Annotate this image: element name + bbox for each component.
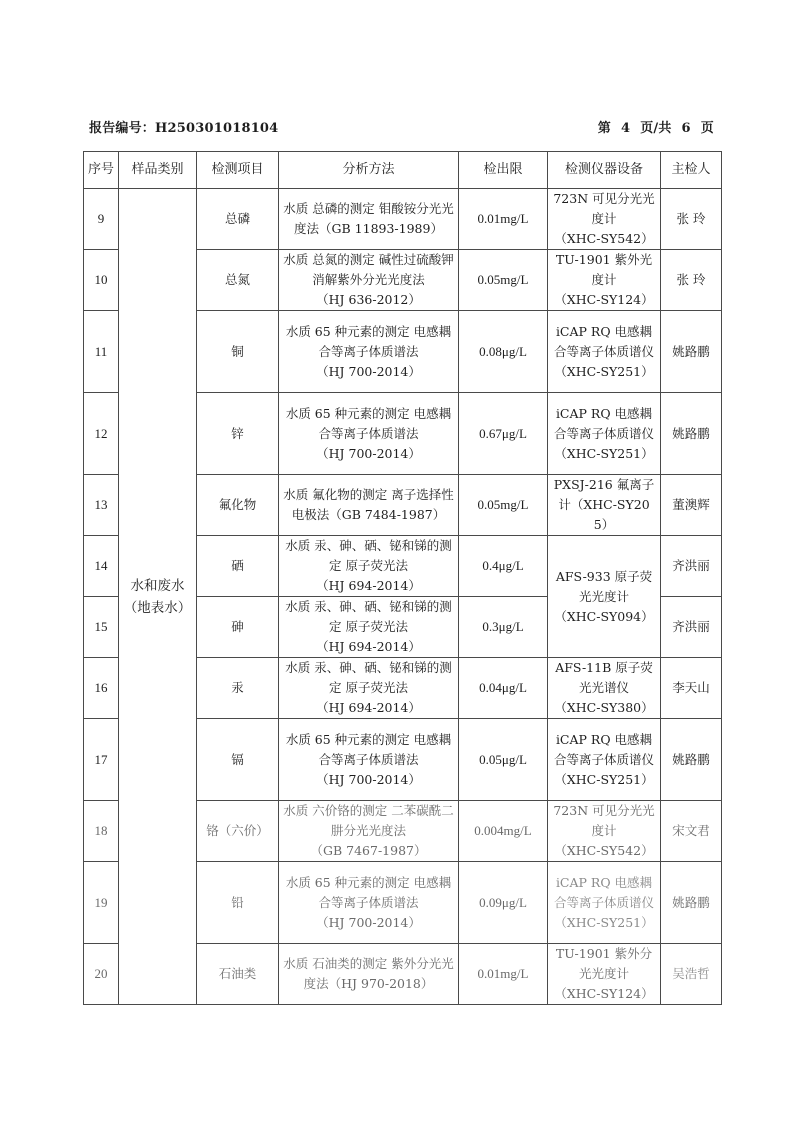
row-no: 9 [84,189,119,250]
row-item: 铬（六价） [197,801,279,862]
row-instrument: TU-1901 紫外分光光度计 （XHC-SY124） [548,944,661,1005]
sample-category: 水和废水 （地表水） [123,577,192,616]
sample-category-cell [119,189,197,1005]
row-instrument: AFS-11B 原子荧光光谱仪 （XHC-SY380） [548,658,661,719]
table-header-row [84,152,722,189]
row-instrument: 723N 可见分光光度计 （XHC-SY542） [548,801,661,862]
test-items-table [83,151,722,1005]
row-no: 16 [84,658,119,719]
row-method: 水质 65 种元素的测定 电感耦合等离子体质谱法 （HJ 700-2014） [279,719,459,801]
row-instrument: iCAP RQ 电感耦合等离子体质谱仪 （XHC-SY251） [548,719,661,801]
row-inspector: 董澳辉 [661,475,722,536]
row-item: 总氮 [197,250,279,311]
col-header-category: 样品类别 [119,152,197,189]
row-item: 氟化物 [197,475,279,536]
row-limit: 0.004mg/L [459,801,548,862]
row-method: 水质 汞、砷、硒、铋和锑的测定 原子荧光法 （HJ 694-2014） [279,658,459,719]
row-item: 锌 [197,393,279,475]
row-inspector: 李天山 [661,658,722,719]
row-inspector: 张 玲 [661,250,722,311]
row-method: 水质 65 种元素的测定 电感耦合等离子体质谱法 （HJ 700-2014） [279,393,459,475]
col-header-item: 检测项目 [197,152,279,189]
row-method: 水质 汞、砷、硒、铋和锑的测定 原子荧光法 （HJ 694-2014） [279,597,459,658]
page-mid: 页/共 [640,121,672,136]
row-instrument: iCAP RQ 电感耦合等离子体质谱仪 （XHC-SY251） [548,393,661,475]
shared-instrument-cell: AFS-933 原子荧光光度计 （XHC-SY094） [548,536,661,658]
page-current: 4 [620,121,631,136]
row-method: 水质 65 种元素的测定 电感耦合等离子体质谱法 （HJ 700-2014） [279,862,459,944]
row-no: 19 [84,862,119,944]
row-inspector: 姚路鹏 [661,393,722,475]
row-limit: 0.05mg/L [459,475,548,536]
col-header-instrument: 检测仪器设备 [548,152,661,189]
row-instrument: iCAP RQ 电感耦合等离子体质谱仪 （XHC-SY251） [548,311,661,393]
row-method: 水质 总氮的测定 碱性过硫酸钾消解紫外分光光度法 （HJ 636-2012） [279,250,459,311]
row-method: 水质 65 种元素的测定 电感耦合等离子体质谱法 （HJ 700-2014） [279,311,459,393]
row-no: 14 [84,536,119,597]
row-item: 铜 [197,311,279,393]
row-no: 18 [84,801,119,862]
row-limit: 0.4μg/L [459,536,548,597]
row-inspector: 齐洪丽 [661,536,722,597]
row-method: 水质 氟化物的测定 离子选择性电极法（GB 7484-1987） [279,475,459,536]
row-inspector: 宋文君 [661,801,722,862]
row-limit: 0.01mg/L [459,944,548,1005]
page-total: 6 [681,121,691,136]
row-limit: 0.3μg/L [459,597,548,658]
report-number: 报告编号：H250301018104 [89,121,279,136]
row-limit: 0.01mg/L [459,189,548,250]
row-inspector: 齐洪丽 [661,597,722,658]
page-indicator [598,117,714,136]
row-item: 总磷 [197,189,279,250]
row-no: 11 [84,311,119,393]
row-no: 13 [84,475,119,536]
row-item: 砷 [197,597,279,658]
table-row [84,189,722,250]
row-method: 水质 汞、砷、硒、铋和锑的测定 原子荧光法 （HJ 694-2014） [279,536,459,597]
row-method: 水质 六价铬的测定 二苯碳酰二肼分光光度法 （GB 7467-1987） [279,801,459,862]
row-method: 水质 石油类的测定 紫外分光光度法（HJ 970-2018） [279,944,459,1005]
row-instrument: PXSJ-216 氟离子计（XHC-SY205） [548,475,661,536]
row-no: 12 [84,393,119,475]
col-header-limit: 检出限 [459,152,548,189]
col-header-method: 分析方法 [279,152,459,189]
row-limit: 0.04μg/L [459,658,548,719]
page-prefix: 第 [597,121,611,136]
row-limit: 0.05mg/L [459,250,548,311]
row-inspector: 姚路鹏 [661,311,722,393]
row-limit: 0.09μg/L [459,862,548,944]
row-no: 15 [84,597,119,658]
row-inspector: 吴浩哲 [661,944,722,1005]
row-instrument: iCAP RQ 电感耦合等离子体质谱仪 （XHC-SY251） [548,862,661,944]
row-no: 10 [84,250,119,311]
row-no: 20 [84,944,119,1005]
row-item: 汞 [197,658,279,719]
row-item: 硒 [197,536,279,597]
row-no: 17 [84,719,119,801]
row-limit: 0.08μg/L [459,311,548,393]
col-header-inspector: 主检人 [661,152,722,189]
row-instrument: TU-1901 紫外光度计 （XHC-SY124） [548,250,661,311]
row-inspector: 姚路鹏 [661,862,722,944]
row-limit: 0.05μg/L [459,719,548,801]
page-suffix: 页 [700,121,714,136]
row-inspector: 张 玲 [661,189,722,250]
row-item: 镉 [197,719,279,801]
row-method: 水质 总磷的测定 钼酸铵分光光度法（GB 11893-1989） [279,189,459,250]
row-inspector: 姚路鹏 [661,719,722,801]
row-limit: 0.67μg/L [459,393,548,475]
row-instrument: 723N 可见分光光度计 （XHC-SY542） [548,189,661,250]
col-header-no: 序号 [84,152,119,189]
row-item: 铅 [197,862,279,944]
row-item: 石油类 [197,944,279,1005]
